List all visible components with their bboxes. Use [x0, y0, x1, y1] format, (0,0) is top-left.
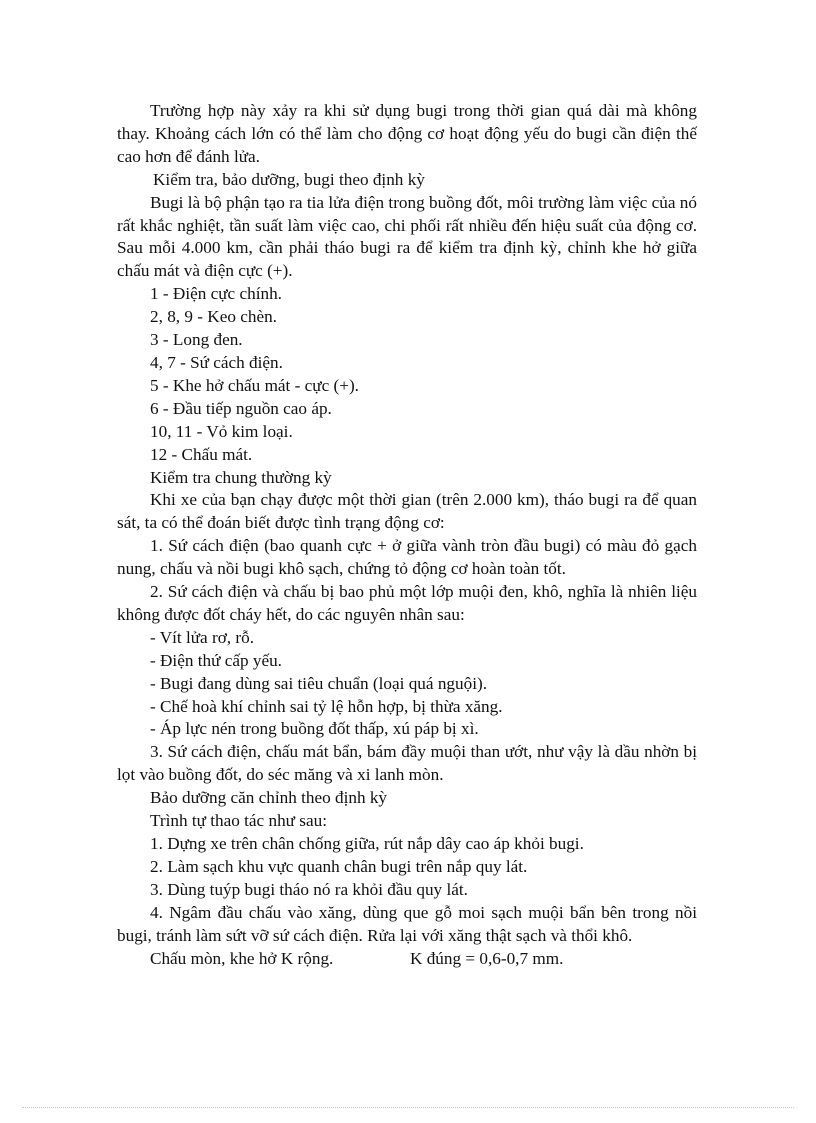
legend-item: 1 - Điện cực chính. [150, 284, 282, 304]
gap-correct-caption: K đúng = 0,6-0,7 mm. [410, 948, 564, 968]
cause-item: - Bugi đang dùng sai tiêu chuẩn (loại quá nguội). [150, 673, 487, 693]
heading-adjustment: Bảo dưỡng căn chỉnh theo định kỳ [150, 788, 388, 808]
procedure-step: 1. Dựng xe trên chân chống giữa, rút nắp dây cao áp khỏi bugi. [150, 834, 584, 853]
cause-item: - Điện thứ cấp yếu. [150, 650, 282, 670]
heading-periodic-maintenance: Kiểm tra, bảo dưỡng, bugi theo định kỳ [153, 169, 425, 189]
page-bottom-divider [22, 1107, 794, 1108]
legend-item: 5 - Khe hở chấu mát - cực (+). [150, 375, 359, 395]
paragraph-condition-carbon: 2. Sứ cách điện và chấu bị bao phủ một lớp muội đen, khô, nghĩa là nhiên liệu không được đốt cháy hết, do các nguyên nhân sau: [117, 582, 697, 624]
paragraph-spark-gap-wear: Trường hợp này xảy ra khi sử dụng bugi trong thời gian quá dài mà không thay. Khoảng cách lớn có thể làm cho động cơ hoạt động yếu do bugi cần điện thế cao hơn để đánh lửa. [117, 101, 697, 166]
paragraph-spark-plug-intro: Bugi là bộ phận tạo ra tia lửa điện trong buồng đốt, môi trường làm việc của nó rất khắc nghiệt, tần suất làm việc cao, chi phối rất nhiều đến hiệu suất của động cơ. Sau mỗi 4.000 km, cần phải tháo bugi ra để kiểm tra định kỳ, chỉnh khe hở giữa chấu mát và điện cực (+). [117, 192, 697, 281]
heading-general-check: Kiểm tra chung thường kỳ [150, 467, 332, 487]
legend-item: 12 - Chấu mát. [150, 444, 253, 464]
legend-item: 2, 8, 9 - Keo chèn. [150, 307, 277, 327]
procedure-step: 4. Ngâm đầu chấu vào xăng, dùng que gỗ moi sạch muội bẩn bên trong nồi bugi, tránh làm sứt vỡ sứ cách điện. Rửa lại với xăng thật sạch và thổi khô. [117, 902, 697, 945]
heading-procedure: Trình tự thao tác như sau: [150, 811, 327, 831]
paragraph-condition-oil: 3. Sứ cách điện, chấu mát bẩn, bám đầy muội than ướt, như vậy là dầu nhờn bị lọt vào buồng đốt, do séc măng và xi lanh mòn. [117, 742, 697, 785]
gap-worn-caption: Chấu mòn, khe hở K rộng. [150, 948, 334, 968]
gap-spec-line [117, 948, 697, 971]
procedure-step: 2. Làm sạch khu vực quanh chân bugi trên nắp quy lát. [150, 856, 528, 876]
paragraph-condition-good: 1. Sứ cách điện (bao quanh cực + ở giữa vành tròn đầu bugi) có màu đỏ gạch nung, chấu và nồi bugi khô sạch, chứng tỏ động cơ hoàn toàn tốt. [117, 536, 697, 579]
cause-item: - Áp lực nén trong buồng đốt thấp, xú páp bị xì. [150, 719, 479, 739]
legend-item: 3 - Long đen. [150, 330, 243, 350]
legend-item: 10, 11 - Vỏ kim loại. [150, 421, 293, 441]
cause-item: - Chế hoà khí chỉnh sai tỷ lệ hỗn hợp, bị thừa xăng. [150, 696, 503, 716]
paragraph-inspection-intro: Khi xe của bạn chạy được một thời gian (trên 2.000 km), tháo bugi ra để quan sát, ta có thể đoán biết được tình trạng động cơ: [117, 490, 697, 533]
legend-item: 4, 7 - Sứ cách điện. [150, 352, 283, 372]
document-body [117, 100, 697, 970]
procedure-step: 3. Dùng tuýp bugi tháo nó ra khỏi đầu quy lát. [150, 879, 468, 899]
legend-item: 6 - Đầu tiếp nguồn cao áp. [150, 398, 332, 418]
cause-item: - Vít lửa rơ, rỗ. [150, 627, 255, 647]
